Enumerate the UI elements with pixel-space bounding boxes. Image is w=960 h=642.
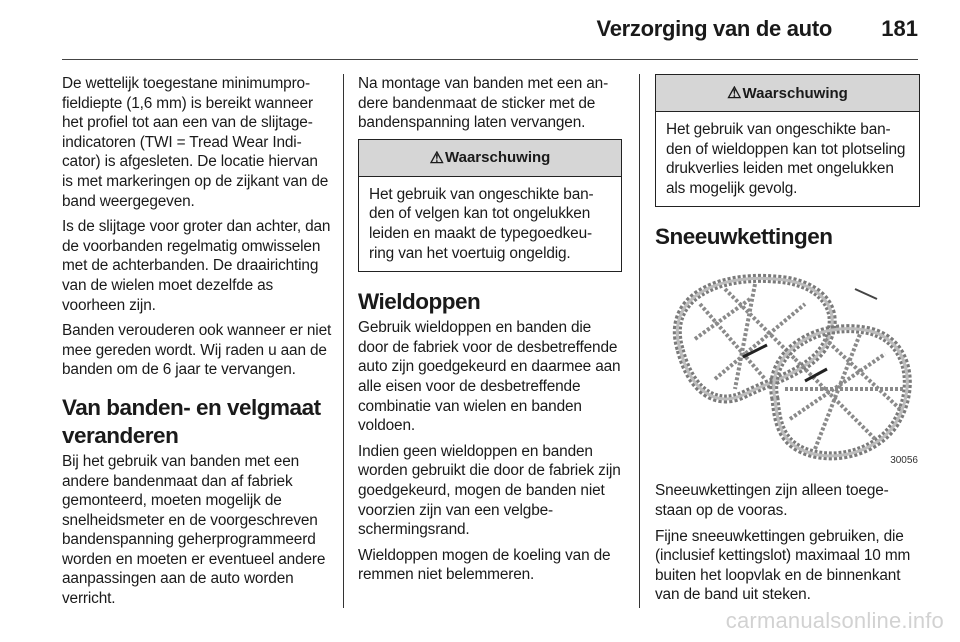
column-divider-1 bbox=[343, 74, 344, 608]
header-divider bbox=[62, 59, 918, 60]
snow-chain-drawing bbox=[655, 259, 920, 467]
warning-body bbox=[359, 177, 621, 271]
paragraph-hubcaps-rim-protection: Indien geen wieldoppen en banden worden gebruikt die door de fabriek zijn goedgekeurd, mogen de banden niet voorzien zijn van een velgbeschermingsrand. bbox=[358, 442, 621, 539]
warning-box bbox=[358, 139, 622, 272]
paragraph-hubcaps-brake-cooling: Wieldoppen mogen de koeling van de remmen niet belemmeren. bbox=[358, 546, 611, 584]
warning-header bbox=[656, 75, 919, 112]
warning-triangle-icon: ⚠ bbox=[429, 149, 445, 167]
page-header-title: Verzorging van de auto bbox=[596, 16, 832, 41]
paragraph-sticker: Na montage van banden met een andere bandenmaat de sticker met de bandenspanning laten vervangen. bbox=[358, 75, 609, 132]
warning-title: Waarschuwing bbox=[445, 149, 551, 167]
warning-triangle-icon: ⚠ bbox=[727, 85, 742, 102]
figure-number: 30056 bbox=[890, 455, 918, 467]
paragraph-size-change: Bij het gebruik van banden met een andere bandenmaat dan af fabriek gemonteerd, moeten mogelijk de snelheidsmeter en de voorgeschreven bandenspanning geherprogrammeerd worden en moeten er eventueel andere aanpassingen aan de auto worden verricht. bbox=[62, 452, 326, 608]
paragraph-tire-rotation: Is de slijtage voor groter dan achter, dan de voorbanden regelmatig omwisselen met de achterbanden. De draairichting van de wielen moet dezelfde as voorheen zijn. bbox=[62, 218, 331, 314]
section-heading-size-change: Van banden- en velgmaat veranderen bbox=[62, 394, 321, 448]
paragraph-tire-aging: Banden verouderen ook wanneer er niet mee gereden wordt. Wij raden u aan de banden om de 6 jaar te vervangen. bbox=[62, 322, 332, 379]
column-divider-2 bbox=[639, 74, 640, 608]
section-heading-snow-chains: Sneeuwkettingen bbox=[655, 224, 833, 250]
warning-header bbox=[359, 140, 621, 177]
paragraph-tread-depth: De wettelijk toegestane minimumprofieldiepte (1,6 mm) is bereikt wanneer het profiel tot aan een van de slijtageindicatoren (TWI = Tread Wear Indicator) is afgesleten. De locatie hiervan is met markeringen op de zijkant van de band weergegeven. bbox=[62, 75, 329, 210]
snow-chain-illustration bbox=[655, 259, 920, 467]
watermark: carmanualsonline.info bbox=[725, 608, 944, 633]
paragraph-hubcaps-approved: Gebruik wieldoppen en banden die door de fabriek voor de desbetreffende auto zijn goedgekeurd en daarmee aan alle eisen voor de desbetreffende combinatie van wielen en banden voldoen. bbox=[358, 319, 621, 435]
column-2 bbox=[358, 74, 622, 591]
warning-box bbox=[655, 74, 920, 207]
warning-body bbox=[656, 112, 919, 206]
column-3 bbox=[655, 74, 920, 611]
section-heading-hubcaps: Wieldoppen bbox=[358, 289, 481, 315]
paragraph-chains-fine: Fijne sneeuwkettingen gebruiken, die (inclusief kettingslot) maximaal 10 mm buiten het loopvlak en de binnenkant van de band uit steken. bbox=[655, 527, 911, 604]
page-number: 181 bbox=[881, 16, 918, 41]
paragraph-chains-front-axle: Sneeuwkettingen zijn alleen toegestaan op de vooras. bbox=[655, 482, 889, 519]
warning-title: Waarschuwing bbox=[742, 84, 848, 102]
warning-text: Het gebruik van ongeschikte banden of wieldoppen kan tot plotseling drukverlies leiden met ongelukken als mogelijk gevolg. bbox=[666, 121, 906, 197]
warning-text: Het gebruik van ongeschikte banden of velgen kan tot ongelukken leiden en maakt de typegoedkeuring van het voertuig ongeldig. bbox=[369, 185, 594, 262]
column-1 bbox=[62, 74, 332, 615]
